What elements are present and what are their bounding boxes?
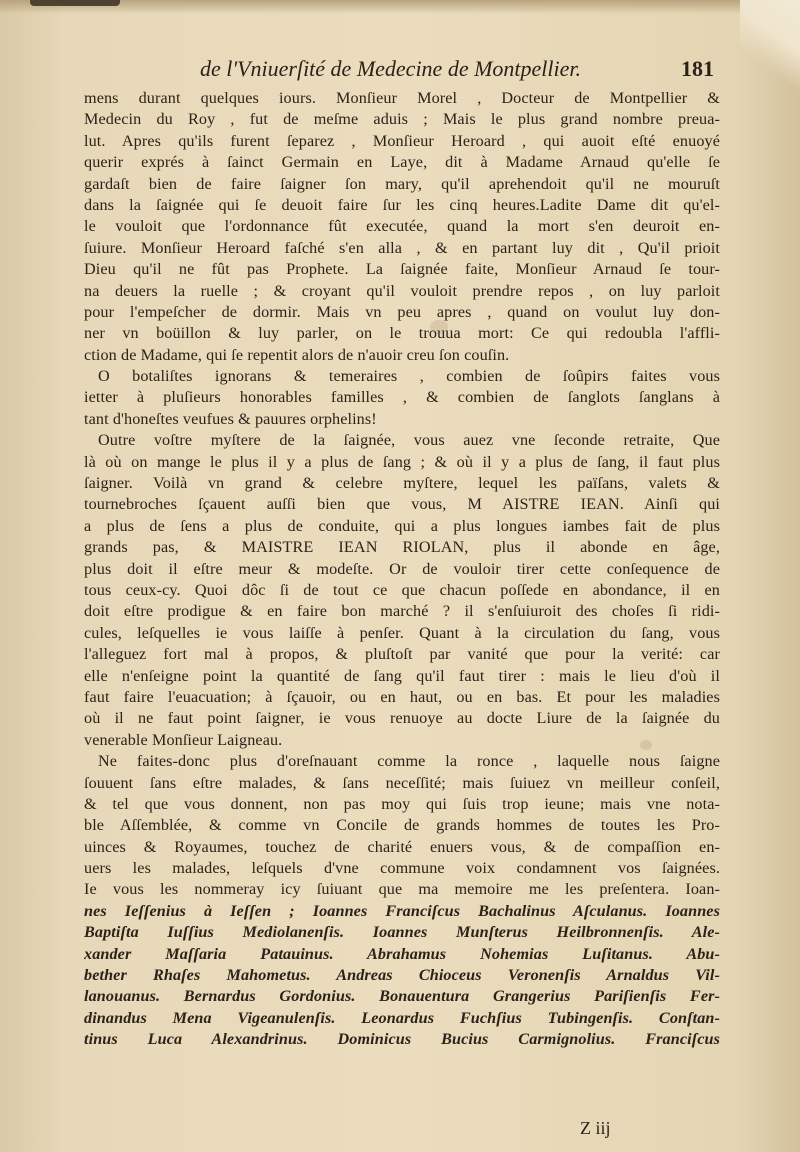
text-line: pour l'empeſcher de dormir. Mais vn peu apres , quand on voulut luy don- [84,302,720,321]
page-number: 181 [681,56,714,81]
text-line: là où on mange le plus il y a plus de ſang ; & où il y a plus de ſang, il faut plus [84,452,720,471]
text-line: gardaſt bien de faire ſaigner ſon mary, qu'il aprehendoit qu'il ne mouruſt [84,174,720,193]
text-line: Dieu qu'il ne fût pas Prophete. La ſaignée faite, Monſieur Arnaud ſe tour- [84,260,720,279]
text-line: ction de Madame, qui ſe repentit alors de n'auoir creu ſon couſin. [84,345,510,364]
text-line: où il ne faut point ſaigner, ie vous renuoye au docte Liure de la ſaignée du [84,709,720,728]
text-line: dans la ſaignée qui ſe deuoit faire ſur les cinq heures.Ladite Dame dit qu'el- [84,195,720,214]
text-line: uers les malades, leſquels d'vne commune voix condamnent vos ſaignées. [84,859,720,878]
text-line: grands pas, & MAISTRE IEAN RIOLAN, plus il abonde en âge, [84,538,720,557]
text-line: lut. Apres qu'ils furent ſeparez , Monſieur Heroard , qui auoit eſté enuoyé [84,131,720,150]
text-line: elle n'enſeigne point la quantité de ſang qu'il faut tirer : mais le lieu d'où il [84,666,720,685]
text-line: tournebroches ſçauent auſſi bien que vous, M AISTRE IEAN. Ainſi qui [84,495,720,514]
text-line: dinandus Mena Vigeanulenſis. Leonardus Fuchſius Tubingenſis. Conſtan- [84,1008,720,1027]
text-line: ietter à pluſieurs honorables familles , & combien de ſanglots ſanglans à [84,388,720,407]
running-title: de l'Vniuerſité de Medecine de Montpellier. [200,56,582,81]
text-line: tinus Luca Alexandrinus. Dominicus Bucius Carmignolius. Franciſcus [84,1030,720,1049]
text-line: bether Rhaſes Mahometus. Andreas Chioceus Veronenſis Arnaldus Vil- [84,966,720,985]
text-line: mens durant quelques iours. Monſieur Morel , Docteur de Montpellier & [84,89,720,107]
text-line: ſaigner. Voilà vn grand & celebre myſtere, lequel les païſans, valets & [84,474,720,493]
text-line: & tel que vous donnent, non pas moy qui ſuis trop ieune; mais vne nota- [84,794,720,813]
text-line: uinces & Royaumes, touchez de charité enuers vous, & de compaſſion en- [84,837,720,856]
text-line: venerable Monſieur Laigneau. [84,730,283,749]
text-line: Medecin du Roy , fut de meſme aduis ; Mais le plus grand nombre preua- [84,110,720,129]
text-line: tant d'honeſtes veufues & pauures orphelins! [84,409,377,428]
text-line: Baptiſta Iuſſius Mediolanenſis. Ioannes Munſterus Heilbronnenſis. Ale- [84,923,720,942]
text-line: querir exprés à ſainct Germain en Laye, dit à Madame Arnaud qu'elle ſe [84,153,720,172]
text-line: doit eſtre prodigue & en faire bon marché ? il s'enſuiuroit des choſes ſi ridi- [84,602,720,621]
text-line: ſuiure. Monſieur Heroard faſché s'en alla , & en partant luy dit , Qu'il prioit [84,238,720,257]
text-line: cules, leſquelles ie vous laiſſe à penſer. Quant à la circulation du ſang, vous [84,623,720,642]
body-text [84,88,720,1051]
running-header [0,56,800,88]
text-line: tous ceux-cy. Quoi dôc ſi de tout ce que chacun poſſede en abondance, il en [84,580,720,599]
text-line: ble Aſſemblée, & comme vn Concile de grands hommes de toutes les Pro- [84,816,720,835]
text-line: lanouanus. Bernardus Gordonius. Bonauentura Grangerius Pariſienſis Fer- [84,987,720,1006]
page-top-shadow [0,0,800,14]
text-line: a plus de ſens a plus de conduite, qui a plus longues iambes fait de plus [84,516,720,535]
ink-smudge [30,0,120,6]
text-line: plus doit il eſtre meur & modeſte. Or de vouloir tirer cette conſequence de [84,559,720,578]
text-line: l'alleguez fort mal à propos, & pluſtoſt par vanité que pour la verité: car [84,645,720,664]
signature-mark: Z iij [580,1118,611,1138]
text-line: na deuers la ruelle ; & croyant qu'il vouloit prendre repos , on luy parloit [84,281,720,300]
text-line: nes Ieſſenius à Ieſſen ; Ioannes Franciſcus Bachalinus Aſculanus. Ioannes [84,901,720,920]
text-line: xander Maſſaria Patauinus. Abrahamus Nohemias Luſitanus. Abu- [84,944,720,963]
text-line: Ie vous les nommeray icy ſuiuant que ma memoire me les preſentera. Ioan- [84,880,720,899]
text-line: ner vn boüillon & luy parler, on le trouua mort: Ce qui redoubla l'affli- [84,324,720,343]
text-line: O botaliſtes ignorans & temeraires , combien de ſoûpirs faites vous [98,367,720,386]
text-line: faut faire l'euacuation; à ſçauoir, ou en haut, ou en bas. Et pour les maladies [84,687,720,706]
text-line: le vouloit que l'ordonnance fût executée, quand la mort s'en deuroit en- [84,217,720,236]
text-line: ſouuent ſans eſtre malades, & ſans neceſſité; mais ſuiuez vn meilleur conſeil, [84,773,720,792]
text-line: Outre voſtre myſtere de la ſaignée, vous auez vne ſeconde retraite, Que [98,431,720,450]
text-line: Ne faites-donc plus d'oreſnauant comme la ronce , laquelle nous ſaigne [98,752,720,771]
